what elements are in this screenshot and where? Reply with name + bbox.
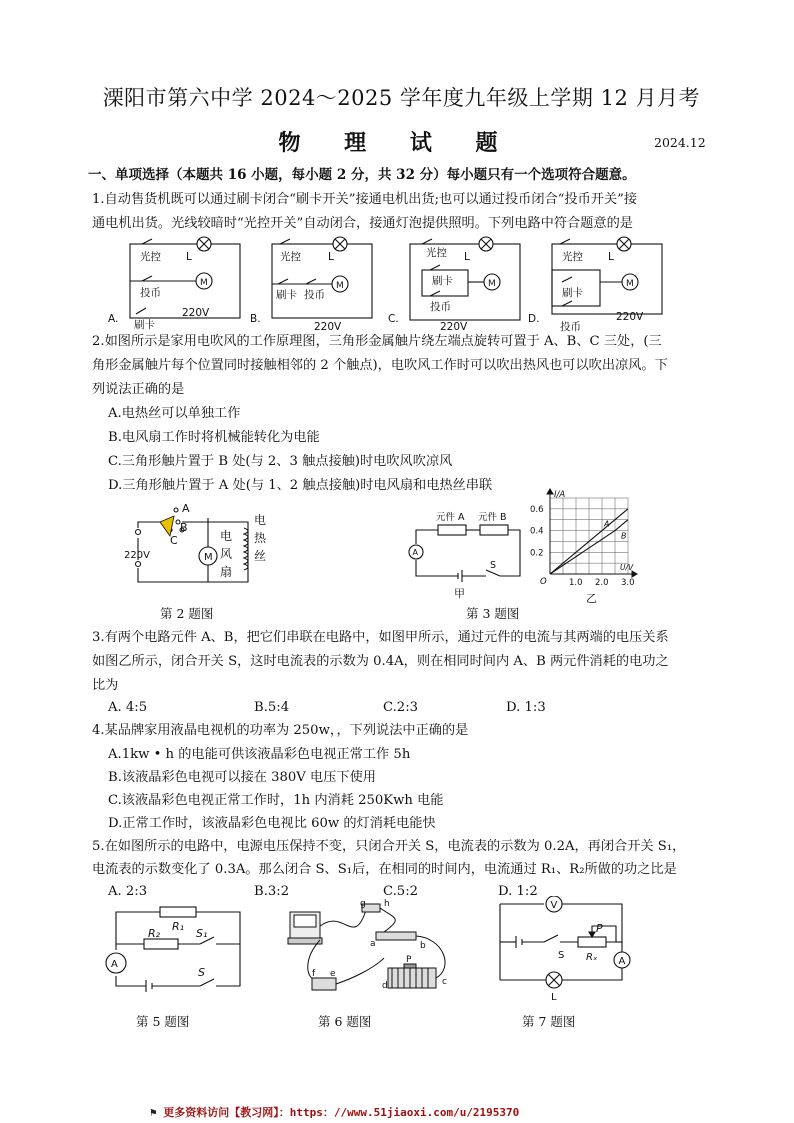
q1-stem-line1: 1.自动售货机既可以通过刷卡闭合“刷卡开关”接通电机出货;也可以通过投币闭合“投币开关”接: [92, 192, 638, 207]
q1-fig-c-sw1: 光控: [426, 247, 447, 259]
q3-label-jia: 甲: [454, 587, 465, 600]
q1-fig-d-lamp: L: [608, 251, 614, 263]
q1-fig-d-sw1: 光控: [562, 251, 583, 263]
exam-subtitle: 物 理 试 题: [278, 130, 516, 156]
q3-option-b: B.5:4: [254, 700, 290, 715]
q1-fig-b-sw2a: 刷卡: [276, 289, 297, 301]
q2-label-heat1: 电: [254, 513, 267, 527]
q3-label-yi: 乙: [586, 592, 597, 605]
footer-link[interactable]: [150, 1104, 519, 1120]
q3-label-switch: S: [490, 560, 497, 571]
q2-stem-line1: 2.如图所示是家用电吹风的工作原理图，三角形金属触片绕左端点旋转可置于 A、B、C 三处，(三: [92, 334, 662, 349]
section-title: 一、单项选择（本题共 16 小题，每小题 2 分，共 32 分）每小题只有一个选项符合题意。: [88, 167, 636, 183]
q1-fig-a-voltage: 220V: [182, 307, 210, 319]
q3-circuit-jia: [404, 508, 524, 600]
series-label-a: A: [604, 519, 610, 529]
q1-figure-d: [552, 237, 662, 314]
exam-date: 2024.12: [654, 135, 706, 150]
q3-chart-y-arrow: [547, 489, 553, 494]
q2-option-c: C.三角形触片置于 B 处(与 2、3 触点接触)时电吹风吹凉风: [108, 454, 453, 469]
q4-option-b: B.该液晶彩色电视可以接在 380V 电压下使用: [108, 770, 376, 785]
q1-fig-b-sw1: 光控: [280, 251, 301, 263]
q1-fig-a-lamp: L: [186, 251, 192, 263]
q1-fig-d-voltage: 220V: [616, 311, 644, 323]
q4-option-c: C.该液晶彩色电视正常工作时，1h 内消耗 250Kwh 电能: [108, 793, 444, 808]
q3-option-a: A. 4:5: [108, 700, 148, 715]
q1-fig-d-sw2: 刷卡: [562, 287, 583, 299]
x-axis-label: U/V: [620, 563, 634, 572]
q1-fig-c-sw3: 投币: [430, 301, 451, 313]
q7-label-p: P: [596, 922, 603, 935]
q6-rheostat-pdc: [388, 968, 436, 988]
q1-fig-b-letter: B.: [250, 313, 261, 325]
q7-label-l: L: [551, 992, 557, 1003]
q5-option-a: A. 2:3: [108, 884, 148, 899]
q1-fig-c-letter: C.: [388, 313, 399, 325]
q1-fig-a-sw1: 光控: [140, 251, 161, 263]
exam-title: 溧阳市第六中学 2024～2025 学年度九年级上学期 12 月月考: [102, 86, 700, 110]
q1-circuit-figures: [100, 236, 700, 332]
q1-fig-c-motor: M: [488, 279, 496, 289]
q2-label-heat3: 丝: [254, 549, 267, 563]
q2-stem-line3: 列说法正确的是: [92, 382, 185, 397]
q2-triangle-contact: [160, 516, 174, 536]
q1-fig-a-letter: A.: [108, 313, 119, 325]
q3-chart-grid: [550, 498, 628, 574]
q3-figure-caption: 第 3 题图: [466, 606, 520, 621]
q5-label-s: S: [198, 966, 205, 979]
q3-stem-line3: 比为: [92, 678, 119, 693]
q5-label-r1: R₁: [172, 920, 185, 933]
q1-stem-line2: 通电机出货。光线较暗时“光控开关”自动闭合，接通灯泡提供照明。下列电路中符合题意的是: [92, 216, 633, 231]
q1-fig-b-motor: M: [336, 281, 344, 291]
q2-label-b: B: [180, 521, 188, 534]
q5-figure-caption: 第 5 题图: [136, 1014, 190, 1029]
q5-circuit: [100, 900, 250, 1000]
q5-stem-line1: 5.在如图所示的电路中，电源电压保持不变，只闭合开关 S，电流表的示数为 0.2A，再闭合开关 S₁，: [92, 839, 686, 854]
q4-option-d: D.正常工作时，该液晶彩色电视比 60w 的灯消耗电能快: [108, 816, 436, 831]
q6-label-g: g: [360, 899, 366, 909]
q7-label-s: S: [558, 950, 565, 961]
q1-fig-a-sw2: 投币: [140, 287, 161, 299]
q6-label-d: d: [382, 981, 388, 991]
series-label-b: B: [621, 531, 627, 541]
q3-label-ammeter: A: [412, 548, 418, 557]
q1-figure-a: [130, 237, 240, 318]
q2-stem-line2: 角形金属触片每个位置同时接触相邻的 2 个触点)，电吹风工作时可以吹出热风也可以吹出凉风。下: [92, 358, 668, 373]
x-tick-label: 3.0: [621, 578, 635, 588]
q7-label-voltmeter: V: [550, 900, 558, 911]
y-tick-label: 0.4: [530, 526, 544, 537]
q1-fig-d-sw3: 投币: [560, 321, 581, 332]
q1-fig-b-sw2b: 投币: [304, 289, 325, 301]
q2-figure-caption: 第 2 题图: [160, 606, 214, 621]
q2-label-heat2: 热: [254, 531, 267, 545]
q1-fig-c-sw2: 刷卡: [432, 275, 453, 287]
q1-fig-b-lamp: L: [328, 251, 334, 263]
q6-label-c: c: [442, 977, 447, 987]
q7-circuit: [494, 896, 644, 1006]
q6-label-e: e: [330, 969, 336, 979]
q6-figure-caption: 第 6 题图: [318, 1014, 372, 1029]
q2-option-d: D.三角形触片置于 A 处(与 1、2 触点接触)时电风扇和电热丝串联: [108, 478, 493, 493]
x-tick-label: 1.0: [569, 578, 583, 588]
q7-figure-caption: 第 7 题图: [522, 1014, 576, 1029]
q3-label-element-a: 元件 A: [436, 512, 465, 523]
q1-fig-b-voltage: 220V: [314, 321, 342, 332]
q2-label-c: C: [170, 534, 178, 547]
q1-fig-a-sw3: 刷卡: [134, 319, 155, 331]
q5-option-b: B.3:2: [254, 884, 290, 899]
q3-option-d: D. 1:3: [506, 700, 546, 715]
q2-option-b: B.电风扇工作时将机械能转化为电能: [108, 430, 320, 445]
q1-fig-c-voltage: 220V: [440, 321, 468, 332]
q5-stem-line2: 电流表的示数变化了 0.3A。那么闭合 S、S₁后，在相同的时间内，电流通过 R₁、R₂所做的功之比是: [92, 862, 677, 877]
q2-label-motor: M: [204, 552, 213, 563]
q6-battery-ef: [312, 978, 336, 990]
q6-label-b: b: [420, 941, 426, 951]
q1-fig-d-motor: M: [626, 279, 634, 289]
q3-stem-line1: 3.有两个电路元件 A、B，把它们串联在电路中，如图甲所示，通过元件的电流与其两端的电压关系: [92, 630, 669, 645]
y-axis-label: I/A: [554, 490, 566, 500]
q7-label-rx: Rₓ: [586, 952, 598, 963]
q2-label-fan3: 扇: [220, 565, 233, 579]
q6-label-a: a: [370, 939, 376, 949]
q1-fig-a-motor: M: [200, 278, 208, 288]
footer-text: 更多资料访问【教习网】：https：//www.51jiaoxi.com/u/2195370: [163, 1106, 520, 1119]
q3-stem-line2: 如图乙所示，闭合开关 S，这时电流表的示数为 0.4A，则在相同时间内 A、B 两元件消耗的电功之: [92, 654, 669, 669]
q7-label-ammeter: A: [618, 956, 626, 967]
q2-label-voltage: 220V: [124, 550, 150, 561]
q3-option-c: C.2:3: [383, 700, 419, 715]
q5-label-s1: S₁: [196, 927, 208, 940]
origin-label: O: [540, 577, 547, 587]
q1-fig-d-letter: D.: [528, 313, 540, 325]
q5-option-d: D. 1:2: [498, 884, 538, 899]
q5-option-c: C.5:2: [383, 884, 419, 899]
y-tick-label: 0.2: [530, 548, 544, 559]
q2-label-fan2: 风: [220, 547, 233, 561]
q6-apparatus: [284, 898, 474, 1008]
q6-label-h: h: [384, 899, 390, 909]
q1-figure-b: [272, 237, 372, 318]
q4-stem: 4.某品牌家用液晶电视机的功率为 250w，，下列说法中正确的是: [92, 723, 469, 738]
q2-label-a: A: [182, 502, 190, 515]
q3-label-element-b: 元件 B: [478, 512, 507, 523]
q5-label-r2: R₂: [148, 927, 161, 940]
flag-icon: ⚑: [150, 1106, 157, 1119]
q2-label-fan1: 电: [220, 529, 233, 543]
x-tick-label: 2.0: [595, 578, 609, 588]
q3-iu-graph: [530, 488, 640, 606]
q4-option-a: A.1kw • h 的电能可供该液晶彩色电视正常工作 5h: [108, 747, 411, 762]
y-tick-label: 0.6: [530, 504, 544, 515]
q1-fig-c-lamp: L: [464, 251, 470, 263]
q2-hairdryer-circuit: [120, 498, 280, 598]
q2-option-a: A.电热丝可以单独工作: [108, 406, 241, 421]
q5-label-ammeter: A: [111, 959, 118, 970]
q6-label-f: f: [312, 969, 316, 979]
q6-resistor-ab: [376, 932, 416, 940]
q6-label-p: P: [406, 955, 412, 965]
